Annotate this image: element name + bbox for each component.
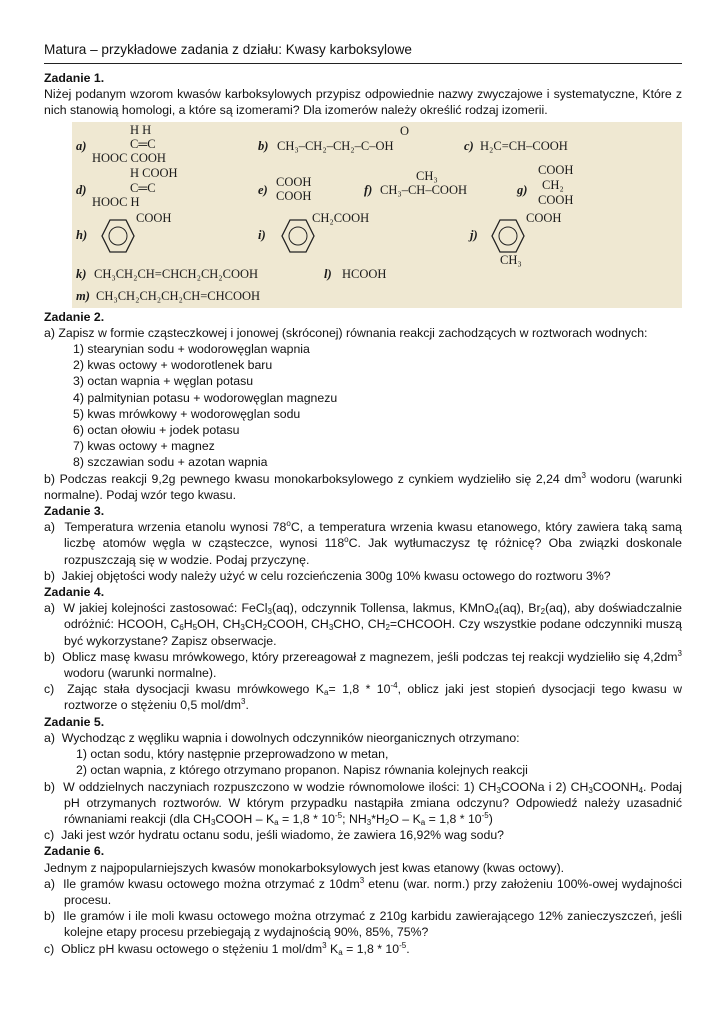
task2-b: b) Podczas reakcji 9,2g pewnego kwasu monokarboksylowego z cynkiem wydzieliło się 2,24 $dm^3$ wodoru (warunki normalne). Podaj wzór tego kwasu. xyxy=(44,470,682,502)
list-item: b) Oblicz masę kwasu mrówkowego, który przereagował z magnezem, jeśli podczas tej reakcji wydzieliło się $4,2dm^3$ wodoru (warunki normalne). xyxy=(44,648,682,681)
list-item: 6) octan ołowiu + jodek potasu xyxy=(73,423,240,438)
list-item: b) W oddzielnych naczyniach rozpuszczono w wodzie równomolowe ilości: 1) $CH_3COONa$ i 2) $CH_3COONH_4$. Podaj pH otrzymanych roztworów. W którym przypadku nastąpiła zmiana odczynu? Odpowiedź należy uzasadnić równaniami reakcji (dla $CH_3COOH - K_a = 1,8 * 10^{-5}$; $NH_3*H_2O - K_a = 1,8 * 10^{-5}$) xyxy=(44,779,682,827)
formula-m: CH₃CH₂CH₂CH₂CH=CHCOOH xyxy=(96,288,261,303)
task6-list xyxy=(44,876,682,957)
formula-g-3: COOH xyxy=(538,192,574,207)
task5-heading: Zadanie 5. xyxy=(44,714,105,729)
task5-list-b xyxy=(44,779,682,844)
list-item: b) Jakiej objętości wody należy użyć w celu rozcieńczenia 300g 10% kwasu octowego do roztworu 3%? xyxy=(44,568,611,583)
formula-a-mid: C═C xyxy=(130,136,156,151)
formula-m-label: m) xyxy=(76,288,90,303)
formula-b: CH₃–CH₂–CH₂–C–OH xyxy=(277,138,394,153)
formula-b-label: b) xyxy=(258,138,269,153)
formula-c: H₂C=CH–COOH xyxy=(480,138,568,153)
formulas-image xyxy=(72,122,682,308)
formula-g-1: COOH xyxy=(538,162,574,177)
list-item: 1) stearynian sodu + wodorowęglan wapnia xyxy=(73,342,310,357)
formula-d-top: H COOH xyxy=(130,165,178,180)
formula-g-2: CH₂ xyxy=(542,177,564,192)
formula-h-label: h) xyxy=(76,227,88,242)
task1-heading: Zadanie 1. xyxy=(44,71,105,85)
formula-l: HCOOH xyxy=(342,266,387,281)
list-item: 3) octan wapnia + węglan potasu xyxy=(73,374,254,389)
list-item: a) W jakiej kolejności zastosować: FeCl$_3$(aq), odczynnik Tollensa, lakmus, KMnO$_4$(aq), $Br_2(aq)$, aby doświadczalnie odróżnić: HCOOH, $C_6H_5OH$, $CH_3CH_2COOH$, $CH_3CHO$, $CH_2=CHCOOH$. Czy wszystkie podane odczynniki muszą być wykorzystane? Zapisz obserwacje. xyxy=(44,601,683,648)
formula-d-label: d) xyxy=(76,182,87,197)
list-item: 5) kwas mrówkowy + wodorowęglan sodu xyxy=(73,406,301,421)
title-underline xyxy=(44,63,682,64)
list-item: 2) octan wapnia, z którego otrzymano propanon. Napisz równania kolejnych reakcji xyxy=(76,763,528,778)
list-item: 2) kwas octowy + wodorotlenek baru xyxy=(73,358,273,373)
task5-sublist xyxy=(44,746,682,778)
list-item: a) Ile gramów kwasu octowego można otrzymać z $10dm^3$ etenu (war. norm.) przy założeniu 100%-owej wydajności procesu. xyxy=(44,875,682,907)
task4-list xyxy=(44,600,682,713)
formula-i-sub: CH₂COOH xyxy=(312,210,370,225)
list-item: c) Jaki jest wzór hydratu octanu sodu, jeśli wiadomo, że zawiera 16,92% wag sodu? xyxy=(44,828,504,843)
formula-a-label: a) xyxy=(76,138,87,153)
task1-text: Niżej podanym wzorom kwasów karboksylowych przypisz odpowiednie nazwy zwyczajowe i systematyczne, Które z nich stanowią homologi, a które są izomerami? Dla izomerów należy określić rodzaj izomerii. xyxy=(44,87,682,118)
formula-l-label: l) xyxy=(324,266,332,281)
list-item: c) Zając stała dysocjacji kwasu mrówkowego $K_a= 1,8 * 10^{-4}$, oblicz jaki jest stopień dysocjacji tego kwasu w roztworze o stężeniu 0,5 mol/$dm^3$. xyxy=(44,681,682,713)
formula-j-sub2: CH₃ xyxy=(500,252,522,267)
formula-d-bot: HOOC H xyxy=(92,194,140,209)
formula-i-label: i) xyxy=(258,227,266,242)
formula-j-sub: COOH xyxy=(526,210,562,225)
formula-f: CH₃–CH–COOH xyxy=(380,182,468,197)
formula-f-label: f) xyxy=(364,182,373,197)
task5-list xyxy=(44,730,682,746)
list-item: 8) szczawian sodu + azotan wapnia xyxy=(73,455,268,470)
benzene-ring-icon xyxy=(98,218,138,254)
formula-g-label: g) xyxy=(517,182,528,197)
formula-f-top: CH₃ xyxy=(416,168,438,183)
list-item: 7) kwas octowy + magnez xyxy=(73,439,215,454)
formula-h-sub: COOH xyxy=(136,210,172,225)
formula-e-top: COOH xyxy=(276,174,312,189)
task6-heading: Zadanie 6. xyxy=(44,844,105,859)
formula-e-label: e) xyxy=(258,182,268,197)
task2-list xyxy=(44,341,682,471)
formula-a-top: H H xyxy=(130,122,152,137)
formula-c-label: c) xyxy=(464,138,474,153)
list-item: a) Temperatura wrzenia etanolu wynosi 78$^o$C, a temperatura wrzenia kwasu etanowego, który zawiera taką samą liczbę atomów węgla w cząsteczce, wynosi 118$^o$C. Jak wytłumaczysz tę różnicę? Oba związki doskonale rozpuszczają się w wodzie. Podaj przyczynę. xyxy=(44,519,683,567)
formula-e-bot: COOH xyxy=(276,188,312,203)
list-item: 4) palmitynian potasu + wodorowęglan magnezu xyxy=(73,390,338,405)
task3-list xyxy=(44,519,682,584)
list-item: b) Ile gramów i ile moli kwasu octowego można otrzymać z 210g karbidu zawierającego 12% zanieczyszczeń, jeśli kolejne etapy procesu przebiegają z wydajnością 90%, 85%, 75%? xyxy=(44,909,682,940)
benzene-ring-icon xyxy=(488,218,528,254)
formula-k: CH₃CH₂CH=CHCH₂CH₂COOH xyxy=(94,266,259,281)
formula-b-oxygen: O xyxy=(400,123,410,138)
document-page xyxy=(44,40,682,957)
formula-d-mid: C═C xyxy=(130,180,156,195)
list-item: 1) octan sodu, który następnie przeprowadzono w metan, xyxy=(76,747,389,762)
formula-j-label: j) xyxy=(470,227,478,242)
task2-heading: Zadanie 2. xyxy=(44,309,105,324)
task2-intro: a) Zapisz w formie cząsteczkowej i jonowej (skróconej) równania reakcji zachodzących w roztworach wodnych: xyxy=(44,325,648,340)
task3-heading: Zadanie 3. xyxy=(44,504,105,519)
task4-heading: Zadanie 4. xyxy=(44,585,105,600)
formula-a-bot: HOOC COOH xyxy=(92,150,166,165)
formula-k-label: k) xyxy=(76,266,87,281)
task6-intro: Jednym z najpopularniejszych kwasów monokarboksylowych jest kwas etanowy (kwas octowy). xyxy=(44,860,565,875)
list-item: c) Oblicz pH kwasu octowego o stężeniu 1 mol/$dm^3$ $K_a = 1,8 * 10^{-5}$. xyxy=(44,940,410,957)
page-title: Matura – przykładowe zadania z działu: Kwasy karboksylowe xyxy=(44,42,412,57)
list-item: a) Wychodząc z węgliku wapnia i dowolnych odczynników nieorganicznych otrzymano: xyxy=(44,730,520,745)
